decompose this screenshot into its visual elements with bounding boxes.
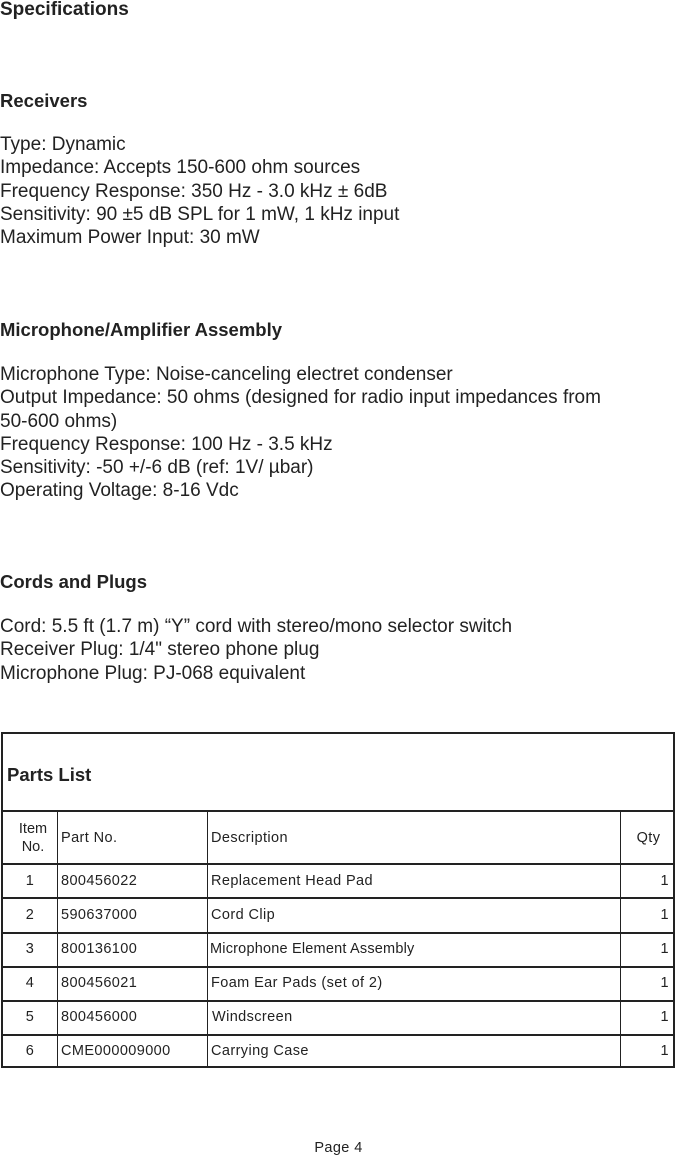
cell-description: Foam Ear Pads (set of 2) [211,975,383,991]
cell-item: 3 [25,941,35,957]
cell-item: 6 [25,1043,35,1059]
microphone-spec-operating-voltage: Operating Voltage: 8-16 Vdc [0,480,239,502]
microphone-spec-output-impedance: Output Impedance: 50 ohms (designed for radio input impedances from [0,387,601,409]
column-divider [57,811,58,1066]
cell-item: 5 [25,1009,35,1025]
cell-description: Windscreen [212,1009,293,1025]
cell-part-no: 800456022 [61,873,138,889]
parts-list-table [1,732,675,1068]
cords-spec-microphone-plug: Microphone Plug: PJ-068 equivalent [0,662,306,684]
cell-description: Carrying Case [211,1043,309,1059]
cell-part-no: 800456021 [61,975,138,991]
column-divider [207,811,208,1066]
receivers-spec-max-power: Maximum Power Input: 30 mW [0,227,260,249]
table-divider [3,1000,673,1002]
receivers-heading: Receivers [0,90,88,111]
parts-list-title: Parts List [7,764,92,785]
column-header-item-line1: Item [18,821,48,837]
cell-part-no: CME000009000 [61,1043,171,1059]
column-header-qty: Qty [636,830,661,846]
column-header-part-no: Part No. [61,830,118,846]
cell-qty: 1 [660,873,669,889]
receivers-spec-sensitivity: Sensitivity: 90 ±5 dB SPL for 1 mW, 1 kHz input [0,203,400,225]
cell-part-no: 800456000 [61,1009,138,1025]
table-divider [3,932,673,934]
microphone-heading: Microphone/Amplifier Assembly [0,319,283,340]
microphone-specs [0,363,672,503]
cell-qty: 1 [660,1009,669,1025]
cell-item: 2 [25,907,35,923]
table-divider [3,863,673,865]
table-divider [3,810,673,812]
receivers-specs [0,133,672,249]
column-divider [620,811,621,1066]
receivers-spec-impedance: Impedance: Accepts 150-600 ohm sources [0,157,361,179]
cell-qty: 1 [660,907,669,923]
microphone-spec-output-impedance-cont: 50-600 ohms) [0,410,118,432]
receivers-spec-type: Type: Dynamic [0,134,126,155]
cords-specs [0,615,672,685]
cell-part-no: 590637000 [61,907,138,923]
cords-spec-receiver-plug: Receiver Plug: 1/4" stereo phone plug [0,639,320,661]
microphone-spec-type: Microphone Type: Noise-canceling electret condenser [0,364,453,385]
cell-qty: 1 [660,941,669,957]
cell-item: 1 [25,873,35,889]
microphone-spec-sensitivity: Sensitivity: -50 +/-6 dB (ref: 1V/ µbar) [0,457,314,479]
cell-qty: 1 [660,975,669,991]
microphone-spec-frequency-response: Frequency Response: 100 Hz - 3.5 kHz [0,433,333,455]
cell-description: Replacement Head Pad [211,873,373,889]
cell-item: 4 [25,975,35,991]
column-header-description: Description [211,830,288,846]
table-divider [3,1034,673,1036]
page-title: Specifications [0,0,129,20]
cords-spec-cord: Cord: 5.5 ft (1.7 m) “Y” cord with stereo/mono selector switch [0,616,513,637]
cords-heading: Cords and Plugs [0,571,147,592]
table-divider [3,897,673,899]
cell-qty: 1 [660,1043,669,1059]
cell-part-no: 800136100 [61,941,138,957]
page-number: Page 4 [314,1140,363,1156]
receivers-spec-frequency-response: Frequency Response: 350 Hz - 3.0 kHz ± 6dB [0,180,388,202]
column-header-item [11,820,55,856]
cell-description: Cord Clip [211,907,276,923]
cell-description: Microphone Element Assembly [210,941,415,957]
table-divider [3,966,673,968]
column-header-item-line2: No. [21,839,45,855]
